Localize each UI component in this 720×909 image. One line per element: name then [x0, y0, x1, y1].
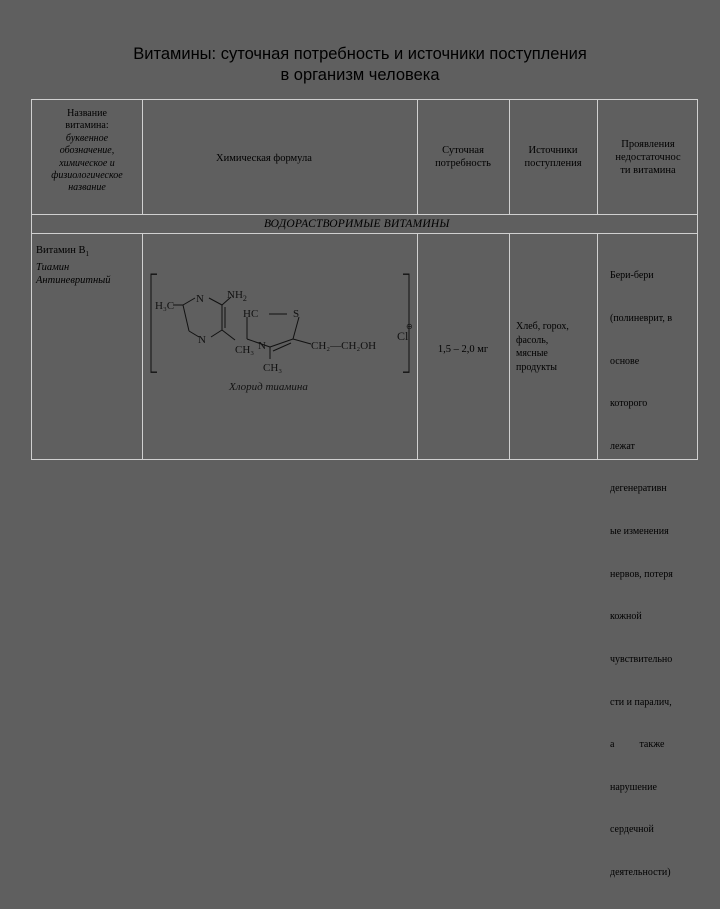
deficiency-line-15: деятельности) — [610, 866, 671, 878]
bond-2 — [209, 298, 222, 305]
header-deficiency — [599, 138, 697, 177]
vitamins-table — [31, 99, 698, 878]
bond-14 — [273, 343, 291, 351]
header-col5-line2: недостаточнос — [615, 152, 681, 163]
deficiency-line-10: чувствительно — [610, 653, 673, 665]
col-divider-4 — [597, 100, 598, 214]
deficiency-line-11: сти и паралич, — [610, 696, 672, 708]
col-divider-2b — [417, 234, 418, 460]
col-divider-1 — [142, 100, 143, 214]
bond-11 — [270, 339, 293, 347]
header-sources — [511, 144, 595, 170]
header-col3-line2: потребность — [435, 158, 491, 169]
deficiency-line-14: сердечной — [610, 824, 654, 836]
bond-6 — [183, 305, 189, 331]
header-col1-line7: название — [68, 182, 106, 194]
deficiency-line-6: дегенеративн — [610, 483, 667, 495]
bond-12 — [293, 317, 299, 339]
bracket-left — [151, 274, 157, 372]
title-line-1: Витамины: суточная потребность и источники поступления — [133, 45, 587, 63]
vitamin-chem-name: Тиамин — [36, 262, 70, 274]
col-divider-4b — [597, 234, 598, 460]
formula-hc: HC — [243, 308, 259, 320]
header-col1-line3: буквенное — [65, 132, 109, 144]
header-col5-line3: ти витамина — [620, 165, 676, 176]
formula-cl: Cl — [397, 329, 409, 343]
formula-nh2 — [227, 289, 247, 303]
formula-n-plus: N — [258, 340, 266, 352]
section-title: ВОДОРАСТВОРИМЫЕ ВИТАМИНЫ — [264, 218, 450, 230]
sources-cell — [516, 320, 594, 374]
formula-caption: Хлорид тиамина — [229, 381, 308, 393]
header-col1-line5: химическое и — [59, 157, 115, 169]
formula-n2: N — [198, 334, 206, 346]
bond-linker — [222, 330, 235, 340]
deficiency-line-5: лежат — [610, 440, 635, 452]
formula-s: S — [293, 308, 300, 320]
deficiency-line-2: (полиневрит, в — [610, 313, 673, 325]
slide-title — [0, 44, 720, 86]
col-divider-2 — [417, 100, 418, 214]
deficiency-line-13: нарушение — [610, 781, 657, 793]
header-col5-line1: Проявления — [621, 139, 675, 150]
sources-line-3: мясные — [516, 348, 548, 359]
sources-line-2: фасоль, — [516, 334, 549, 346]
col-divider-3b — [509, 234, 510, 460]
title-line-2: в организм человека — [280, 66, 440, 84]
header-col1-line1: Название — [67, 108, 107, 119]
deficiency-line-1: Бери-бери — [610, 270, 654, 282]
deficiency-line-9: кожной — [610, 611, 642, 623]
deficiency-line-4: которого — [610, 398, 648, 410]
header-col4-line1: Источники — [528, 145, 578, 156]
sources-line-4: продукты — [516, 361, 557, 373]
formula-ch3-ring: CH₃ — [235, 344, 255, 356]
bond-1 — [183, 298, 195, 305]
header-formula: Химическая формула — [216, 153, 312, 164]
header-col1-line6: физиологическое — [51, 170, 123, 182]
thiamine-formula — [143, 235, 416, 460]
vitamin-letter-text: Витамин B — [36, 245, 86, 256]
vitamin-letter — [36, 244, 140, 261]
formula-n1: N — [196, 293, 204, 305]
header-col1-line4: обозначение, — [59, 145, 115, 157]
sources-line-1: Хлеб, горох, — [516, 321, 569, 332]
deficiency-line-3: основе — [610, 355, 640, 367]
vitamin-letter-sub: 1 — [85, 250, 90, 259]
deficiency-cell — [610, 241, 698, 909]
vitamin-name-cell — [36, 244, 140, 287]
bond-4 — [211, 330, 222, 337]
formula-h3c: H₃C — [155, 300, 175, 312]
formula-ch2-chain: CH₂—CH₂OH — [311, 340, 377, 352]
formula-nh2-text: NH — [227, 289, 243, 301]
vitamin-phys-name: Антиневритный — [36, 275, 111, 287]
daily-need-value: 1,5 – 2,0 мг — [437, 344, 489, 355]
header-col4-line2: поступления — [524, 158, 582, 169]
col-divider-3 — [509, 100, 510, 214]
header-daily-need — [419, 144, 507, 170]
header-vitamin-name — [34, 108, 140, 195]
section-row — [32, 214, 697, 234]
bond-16 — [293, 339, 311, 344]
formula-ch3-bottom: CH₃ — [263, 362, 283, 374]
deficiency-line-12: а также — [610, 739, 665, 751]
formula-nh2-sub: 2 — [242, 294, 247, 303]
formula-cl-charge: ⊖ — [406, 322, 413, 331]
deficiency-line-8: нервов, потеря — [610, 568, 673, 580]
deficiency-line-7: ые изменения — [610, 526, 669, 538]
header-col3-line1: Суточная — [442, 145, 484, 156]
header-col1-line2: витамина: — [65, 120, 109, 132]
